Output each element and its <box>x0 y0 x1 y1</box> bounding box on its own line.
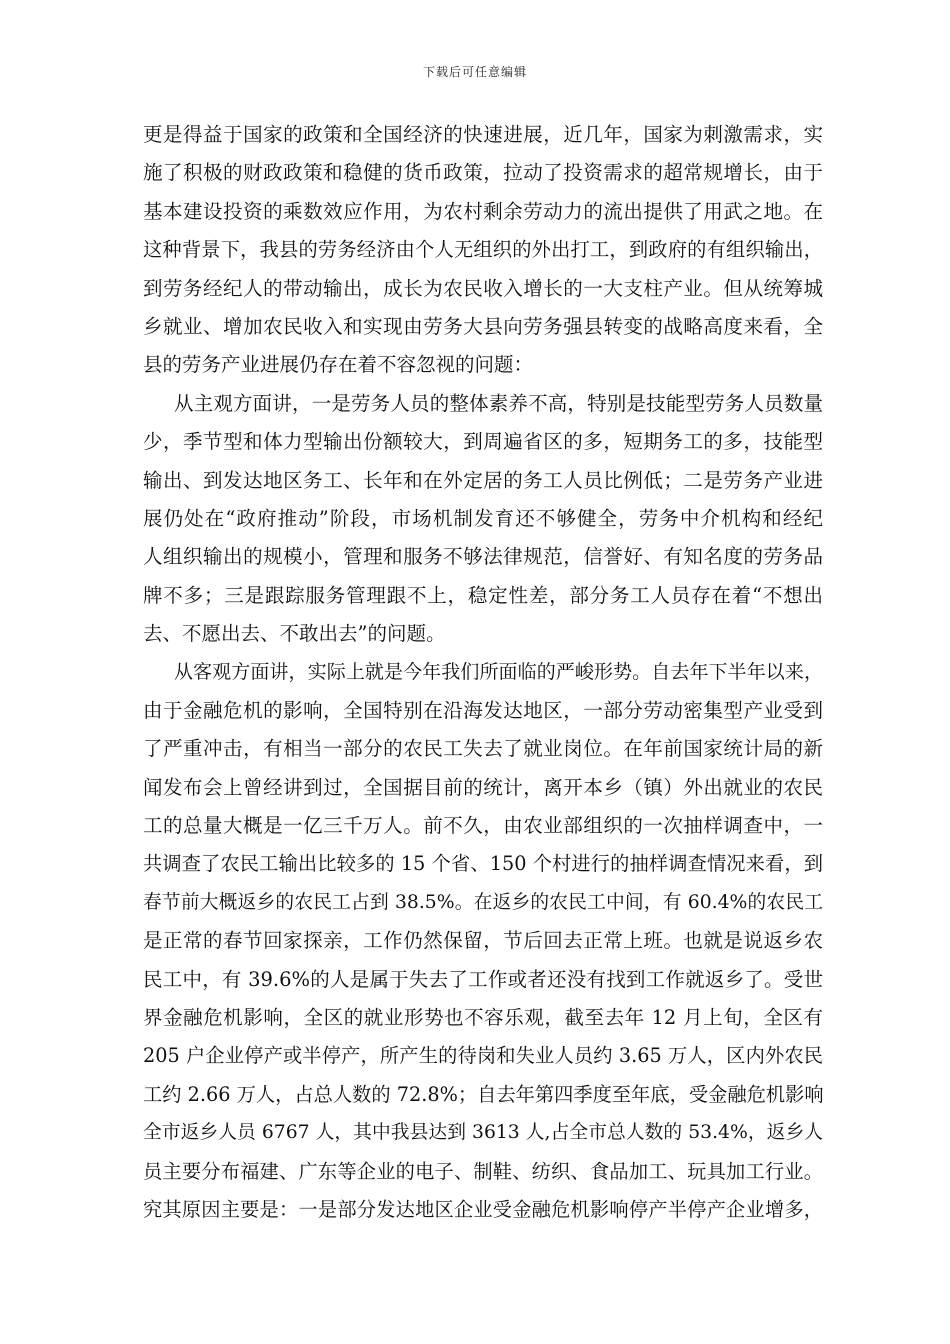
paragraph-1 <box>143 116 823 385</box>
text-line: 闻发布会上曾经讲到过，全国据目前的统计，离开本乡（镇）外出就业的农民 <box>143 775 823 799</box>
text-line: 人组织输出的规模小，管理和服务不够法律规范，信誉好、有知名度的劳务品 <box>143 545 823 569</box>
text-line: 牌不多；三是跟踪服务管理跟不上，稳定性差，部分务工人员存在着“不想出 <box>143 583 823 607</box>
text-line: 员主要分布福建、广东等企业的电子、制鞋、纺织、食品加工、玩具加工行业。 <box>143 1159 823 1183</box>
paragraph-3 <box>143 653 823 1229</box>
text-line: 施了积极的财政政策和稳健的货币政策，拉动了投资需求的超常规增长，由于 <box>143 161 823 185</box>
text-line: 展仍处在“政府推动”阶段，市场机制发育还不够健全，劳务中介机构和经纪 <box>143 506 823 530</box>
text-line: 界金融危机影响，全区的就业形势也不容乐观，截至去年 12 月上旬，全区有 <box>143 1005 823 1029</box>
text-line: 输出、到发达地区务工、长年和在外定居的务工人员比例低；二是劳务产业进 <box>143 468 823 492</box>
text-line: 更是得益于国家的政策和全国经济的快速进展，近几年，国家为刺激需求，实 <box>143 123 823 146</box>
text-line: 工约 2.66 万人，占总人数的 72.8%；自去年第四季度至年底，受金融危机影响 <box>143 1082 824 1106</box>
paragraph-2 <box>143 385 823 654</box>
text-line: 全市返乡人员 6767 人，其中我县达到 3613 人,占全市总人数的 53.4%，返乡人 <box>143 1122 823 1144</box>
text-line: 到劳务经纪人的带动输出，成长为农民收入增长的一大支柱产业。但从统筹城 <box>143 276 823 300</box>
text-line: 究其原因主要是：一是部分发达地区企业受金融危机影响停产半停产企业增多， <box>143 1197 823 1221</box>
document-body <box>143 116 823 1229</box>
text-line: 由于金融危机的影响，全国特别在沿海发达地区，一部分劳动密集型产业受到 <box>143 698 823 722</box>
text-line: 是正常的春节回家探亲，工作仍然保留，节后回去正常上班。也就是说返乡农 <box>143 929 823 953</box>
text-line: 共调查了农民工输出比较多的 15 个省、150 个村进行的抽样调查情况来看，到 <box>143 852 823 876</box>
text-line: 县的劳务产业进展仍存在着不容忽视的问题： <box>143 353 534 377</box>
text-line: 基本建设投资的乘数效应作用，为农村剩余劳动力的流出提供了用武之地。在 <box>143 199 823 223</box>
text-line: 205 户企业停产或半停产，所产生的待岗和失业人员约 3.65 万人，区内外农民 <box>143 1044 823 1068</box>
text-line: 乡就业、增加农民收入和实现由劳务大县向劳务强县转变的战略高度来看，全 <box>143 314 823 338</box>
text-line: 工的总量大概是一亿三千万人。前不久，由农业部组织的一次抽样调查中，一 <box>143 814 823 838</box>
text-line: 了严重冲击，有相当一部分的农民工失去了就业岗位。在年前国家统计局的新 <box>143 737 823 761</box>
page-header: 下载后可任意编辑 <box>422 65 527 79</box>
text-line: 从客观方面讲，实际上就是今年我们所面临的严峻形势。自去年下半年以来， <box>174 661 823 684</box>
text-line: 这种背景下，我县的劳务经济由个人无组织的外出打工，到政府的有组织输出， <box>143 238 823 262</box>
text-line: 春节前大概返乡的农民工占到 38.5%。在返乡的农民工中间，有 60.4%的农民工 <box>143 891 823 913</box>
text-line: 民工中，有 39.6%的人是属于失去了工作或者还没有找到工作就返乡了。受世 <box>143 967 823 991</box>
text-line: 去、不愿出去、不敢出去”的问题。 <box>143 622 446 646</box>
text-line: 从主观方面讲，一是劳务人员的整体素养不高，特别是技能型劳务人员数量 <box>174 391 823 415</box>
text-line: 少，季节型和体力型输出份额较大，到周遍省区的多，短期务工的多，技能型 <box>143 430 823 454</box>
